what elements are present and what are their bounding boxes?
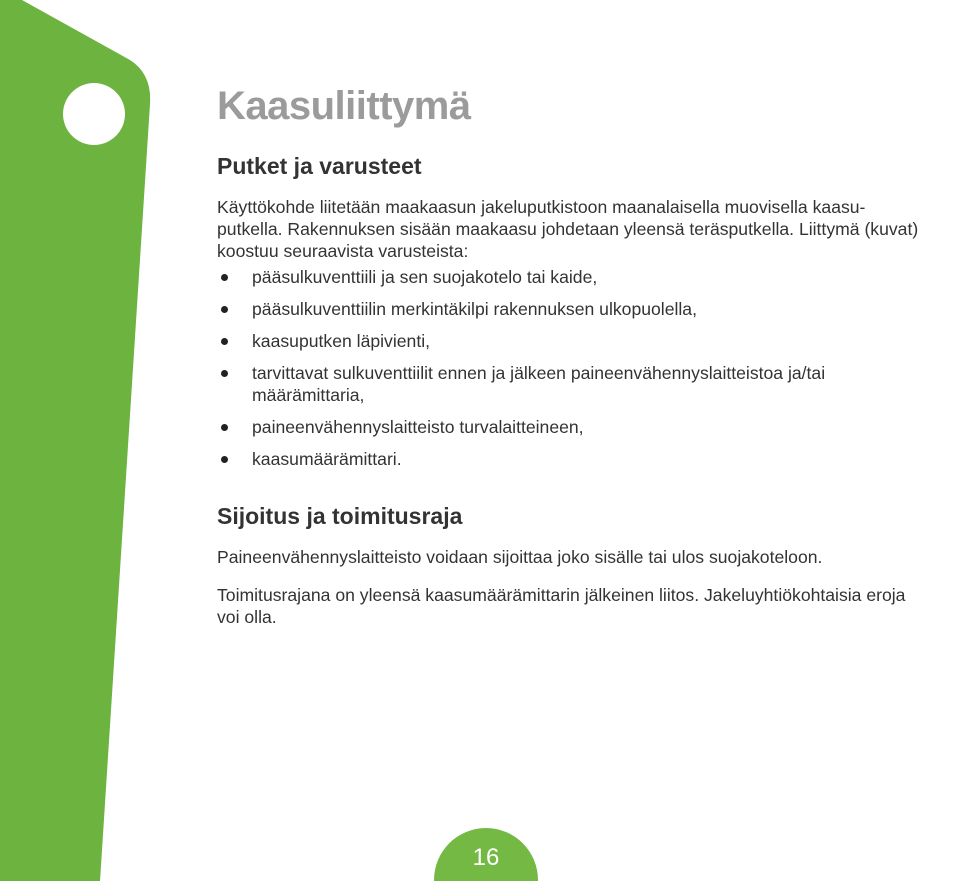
list-item bbox=[217, 330, 960, 352]
section-heading-putket: Putket ja varusteet bbox=[217, 153, 422, 179]
green-side-tab bbox=[0, 0, 170, 881]
list-item bbox=[217, 362, 960, 384]
list-item-continuation bbox=[217, 384, 960, 406]
equipment-list bbox=[217, 266, 960, 470]
bullet-icon bbox=[221, 274, 228, 281]
paragraph-line: voi olla. bbox=[217, 607, 277, 627]
list-item-text: paineenvähennyslaitteisto turvalaitteineen, bbox=[252, 417, 584, 437]
list-item-text: kaasuputken läpivienti, bbox=[252, 331, 431, 351]
bullet-icon bbox=[221, 424, 228, 431]
punch-hole-icon bbox=[63, 83, 125, 145]
bullet-icon bbox=[221, 456, 228, 463]
list-item bbox=[217, 448, 960, 470]
intro-paragraph bbox=[217, 196, 960, 262]
placement-paragraph: Paineenvähennyslaitteisto voidaan sijoittaa joko sisälle tai ulos suojakoteloon. bbox=[217, 547, 823, 567]
delivery-limit-paragraph bbox=[217, 584, 960, 628]
list-item bbox=[217, 298, 960, 320]
page-title: Kaasuliittymä bbox=[217, 84, 471, 128]
list-item bbox=[217, 416, 960, 438]
list-item-text: tarvittavat sulkuventtiilit ennen ja jälkeen paineenvähennyslaitteistoa ja/tai bbox=[252, 363, 826, 383]
page-content bbox=[217, 80, 960, 628]
intro-line: putkella. Rakennuksen sisään maakaasu johdetaan yleensä teräsputkella. Liittymä (kuvat) bbox=[217, 219, 919, 239]
list-item-text: pääsulkuventtiili ja sen suojakotelo tai kaide, bbox=[252, 267, 598, 287]
intro-line: koostuu seuraavista varusteista: bbox=[217, 241, 469, 261]
list-item-text: pääsulkuventtiilin merkintäkilpi rakennuksen ulkopuolella, bbox=[252, 299, 697, 319]
paragraph-line: Toimitusrajana on yleensä kaasumäärämittarin jälkeinen liitos. Jakeluyhtiökohtaisia eroja bbox=[217, 585, 906, 605]
section-heading-sijoitus: Sijoitus ja toimitusraja bbox=[217, 503, 463, 529]
intro-line: Käyttökohde liitetään maakaasun jakeluputkistoon maanalaisella muovisella kaasu- bbox=[217, 197, 866, 217]
list-item-text: määrämittaria, bbox=[252, 385, 365, 405]
bullet-icon bbox=[221, 306, 228, 313]
list-item bbox=[217, 266, 960, 288]
page-number: 16 bbox=[472, 844, 500, 871]
bullet-icon bbox=[221, 338, 228, 345]
list-item-text: kaasumäärämittari. bbox=[252, 449, 402, 469]
bullet-icon bbox=[221, 370, 228, 377]
